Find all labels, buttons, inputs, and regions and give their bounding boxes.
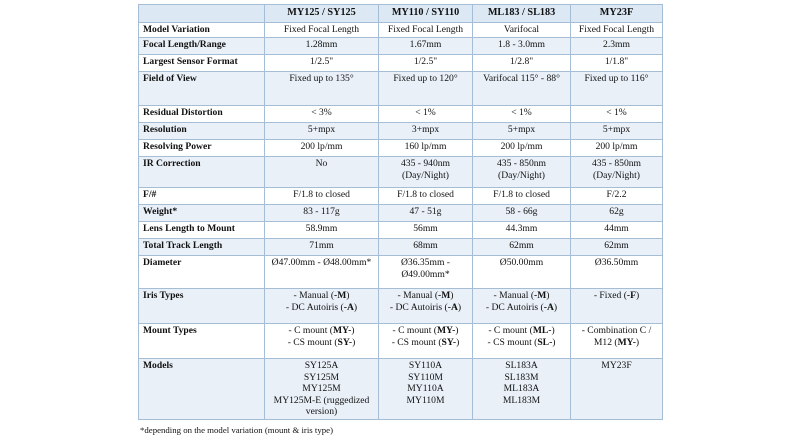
- table-cell: [473, 359, 571, 420]
- table-cell: [265, 72, 379, 106]
- table-cell: [379, 188, 473, 205]
- cell-line: 1/1.8": [604, 56, 629, 67]
- cell-line: Fixed up to 116°: [584, 73, 649, 84]
- cell-line: - C mount (MY-): [392, 325, 459, 336]
- cell-line: F/2.2: [606, 189, 627, 200]
- table-cell: [473, 289, 571, 324]
- table-cell: [571, 324, 663, 359]
- cell-line: 62mm: [509, 240, 534, 251]
- table-cell: [571, 38, 663, 55]
- table-cell: [473, 23, 571, 38]
- table-row: [139, 205, 663, 222]
- table-cell: [571, 188, 663, 205]
- table-cell: [473, 157, 571, 188]
- cell-line: 68mm: [413, 240, 438, 251]
- cell-line: 5+mpx: [602, 124, 631, 135]
- cell-line: 160 lp/mm: [404, 141, 447, 152]
- cell-line: SY110M: [408, 371, 443, 383]
- cell-line: - C mount (MY-): [288, 325, 355, 336]
- cell-line: - DC Autoiris (-A): [389, 301, 462, 313]
- cell-line: ML183A: [503, 383, 540, 394]
- table-cell: [265, 38, 379, 55]
- table-cell: [265, 289, 379, 324]
- table-cell: [379, 205, 473, 222]
- table-row: [139, 222, 663, 239]
- cell-line: Fixed Focal Length: [578, 24, 655, 35]
- row-label: Diameter: [139, 256, 265, 289]
- cell-line: Fixed up to 135°: [289, 73, 354, 84]
- cell-line: Fixed Focal Length: [283, 24, 360, 35]
- cell-line: SY110A: [408, 360, 443, 371]
- cell-line: < 1%: [415, 107, 436, 118]
- cell-line: 62mm: [604, 240, 629, 251]
- cell-line: 435 - 850nm: [591, 158, 642, 169]
- table-cell: [571, 157, 663, 188]
- table-cell: [473, 106, 571, 123]
- table-cell: [379, 123, 473, 140]
- cell-line: M12 (MY-): [593, 336, 640, 348]
- table-cell: [473, 123, 571, 140]
- table-row: [139, 123, 663, 140]
- cell-line: Ø36.35mm -: [400, 257, 451, 268]
- table-cell: [379, 140, 473, 157]
- table-cell: [571, 72, 663, 106]
- cell-line: 1.67mm: [409, 39, 442, 50]
- cell-line: Ø50.00mm: [499, 257, 544, 268]
- table-row: [139, 324, 663, 359]
- table-cell: [571, 23, 663, 38]
- cell-line: Fixed Focal Length: [387, 24, 464, 35]
- header-cell-ml183: ML183 / SL183: [473, 5, 571, 23]
- row-label: Weight*: [139, 205, 265, 222]
- table-cell: [571, 222, 663, 239]
- cell-line: 47 - 51g: [409, 206, 442, 217]
- table-cell: [473, 188, 571, 205]
- row-label: Resolution: [139, 123, 265, 140]
- cell-line: (Day/Night): [593, 169, 640, 181]
- cell-line: 58.9mm: [305, 223, 338, 234]
- cell-line: F/1.8 to closed: [493, 189, 550, 200]
- cell-line: - CS mount (SY-): [391, 336, 460, 348]
- cell-line: SY125A: [304, 360, 339, 371]
- table-cell: [379, 106, 473, 123]
- cell-line: - Manual (-M): [493, 290, 550, 301]
- header-cell-my23f: MY23F: [571, 5, 663, 23]
- table-cell: [265, 188, 379, 205]
- cell-line: MY23F: [601, 360, 632, 371]
- cell-line: 200 lp/mm: [300, 141, 343, 152]
- cell-line: 56mm: [413, 223, 438, 234]
- cell-line: < 1%: [511, 107, 532, 118]
- cell-line: 62g: [609, 206, 624, 217]
- table-cell: [265, 106, 379, 123]
- cell-line: 435 - 940nm: [400, 158, 451, 169]
- header-cell-my110: MY110 / SY110: [379, 5, 473, 23]
- table-row: [139, 289, 663, 324]
- table-header-row: [139, 5, 663, 23]
- cell-line: - CS mount (SY-): [287, 336, 356, 348]
- table-cell: [473, 55, 571, 72]
- cell-line: MY125M-E (ruggedized: [273, 394, 370, 406]
- cell-line: Fixed up to 120°: [393, 73, 458, 84]
- cell-line: 83 - 117g: [303, 206, 340, 217]
- cell-line: 1/2.5": [413, 56, 438, 67]
- cell-line: 1/2.5": [309, 56, 334, 67]
- row-label: Models: [139, 359, 265, 420]
- cell-line: 3+mpx: [411, 124, 440, 135]
- footnote: *depending on the model variation (mount & iris type): [140, 425, 334, 435]
- cell-line: No: [315, 158, 328, 169]
- table-row: [139, 359, 663, 420]
- table-row: [139, 106, 663, 123]
- table-row: [139, 188, 663, 205]
- table-cell: [571, 140, 663, 157]
- table-cell: [379, 239, 473, 256]
- cell-line: Varifocal: [503, 24, 540, 35]
- table-row: [139, 72, 663, 106]
- cell-line: 200 lp/mm: [595, 141, 638, 152]
- table-cell: [265, 123, 379, 140]
- cell-line: Ø36.50mm: [594, 257, 639, 268]
- cell-line: - Combination C /: [581, 325, 652, 336]
- cell-line: 5+mpx: [307, 124, 336, 135]
- cell-line: F/1.8 to closed: [397, 189, 454, 200]
- cell-line: Varifocal 115° - 88°: [483, 73, 560, 84]
- table-cell: [265, 324, 379, 359]
- table-row: [139, 55, 663, 72]
- table-cell: [571, 289, 663, 324]
- cell-line: 58 - 66g: [505, 206, 538, 217]
- table-cell: [473, 38, 571, 55]
- spec-table-container: [138, 4, 662, 420]
- cell-line: SL183A: [505, 360, 538, 371]
- table-cell: [473, 324, 571, 359]
- row-label: Mount Types: [139, 324, 265, 359]
- cell-line: - Manual (-M): [293, 290, 350, 301]
- table-cell: [265, 23, 379, 38]
- cell-line: 44.3mm: [505, 223, 538, 234]
- cell-line: - C mount (ML-): [488, 325, 555, 336]
- cell-line: version): [305, 406, 338, 417]
- table-cell: [379, 72, 473, 106]
- table-cell: [571, 123, 663, 140]
- table-cell: [473, 140, 571, 157]
- table-cell: [379, 55, 473, 72]
- table-cell: [265, 140, 379, 157]
- table-cell: [379, 38, 473, 55]
- cell-line: (Day/Night): [402, 169, 449, 181]
- row-label: Model Variation: [139, 23, 265, 38]
- cell-line: 435 - 850nm: [496, 158, 547, 169]
- cell-line: - Manual (-M): [397, 290, 454, 301]
- row-label: Resolving Power: [139, 140, 265, 157]
- table-cell: [379, 256, 473, 289]
- header-cell-blank: [139, 5, 265, 23]
- table-row: [139, 38, 663, 55]
- table-row: [139, 157, 663, 188]
- row-label: Total Track Length: [139, 239, 265, 256]
- cell-line: 44mm: [604, 223, 629, 234]
- table-cell: [571, 205, 663, 222]
- row-label: Focal Length/Range: [139, 38, 265, 55]
- row-label: Lens Length to Mount: [139, 222, 265, 239]
- cell-line: - DC Autoiris (-A): [285, 301, 358, 313]
- cell-line: 5+mpx: [507, 124, 536, 135]
- cell-line: SY125M: [303, 371, 340, 383]
- table-cell: [571, 55, 663, 72]
- table-cell: [265, 222, 379, 239]
- table-cell: [571, 239, 663, 256]
- cell-line: - Fixed (-F): [593, 290, 640, 301]
- cell-line: MY125M: [302, 383, 341, 394]
- table-cell: [571, 256, 663, 289]
- table-cell: [473, 72, 571, 106]
- table-cell: [473, 222, 571, 239]
- table-cell: [265, 239, 379, 256]
- lens-spec-table: [138, 4, 663, 420]
- cell-line: < 1%: [606, 107, 627, 118]
- row-label: IR Correction: [139, 157, 265, 188]
- table-cell: [379, 324, 473, 359]
- cell-line: - DC Autoiris (-A): [485, 301, 558, 313]
- cell-line: 71mm: [309, 240, 334, 251]
- table-row: [139, 140, 663, 157]
- cell-line: 2.3mm: [603, 39, 630, 50]
- table-cell: [571, 359, 663, 420]
- table-cell: [265, 359, 379, 420]
- cell-line: MY110M: [406, 394, 445, 406]
- table-cell: [379, 289, 473, 324]
- row-label: F/#: [139, 188, 265, 205]
- row-label: Field of View: [139, 72, 265, 106]
- table-cell: [379, 359, 473, 420]
- cell-line: (Day/Night): [498, 169, 545, 181]
- row-label: Iris Types: [139, 289, 265, 324]
- table-row: [139, 23, 663, 38]
- table-cell: [473, 256, 571, 289]
- table-cell: [265, 55, 379, 72]
- table-cell: [265, 205, 379, 222]
- cell-line: < 3%: [311, 107, 332, 118]
- row-label: Residual Distortion: [139, 106, 265, 123]
- cell-line: F/1.8 to closed: [293, 189, 350, 200]
- table-body: [139, 23, 663, 420]
- cell-line: Ø47.00mm - Ø48.00mm*: [271, 257, 372, 268]
- table-cell: [379, 157, 473, 188]
- cell-line: 1.8 - 3.0mm: [498, 39, 545, 50]
- cell-line: 1.28mm: [305, 39, 338, 50]
- row-label: Largest Sensor Format: [139, 55, 265, 72]
- table-cell: [265, 256, 379, 289]
- table-row: [139, 239, 663, 256]
- table-cell: [379, 222, 473, 239]
- cell-line: MY110A: [407, 383, 444, 394]
- header-cell-my125: MY125 / SY125: [265, 5, 379, 23]
- cell-line: ML183M: [502, 394, 541, 406]
- table-cell: [379, 23, 473, 38]
- cell-line: 1/2.8": [509, 56, 534, 67]
- cell-line: Ø49.00mm*: [401, 268, 450, 280]
- table-cell: [473, 239, 571, 256]
- cell-line: 200 lp/mm: [500, 141, 543, 152]
- cell-line: SL183M: [504, 371, 539, 383]
- table-cell: [571, 106, 663, 123]
- cell-line: - CS mount (SL-): [487, 336, 556, 348]
- table-cell: [473, 205, 571, 222]
- table-row: [139, 256, 663, 289]
- table-cell: [265, 157, 379, 188]
